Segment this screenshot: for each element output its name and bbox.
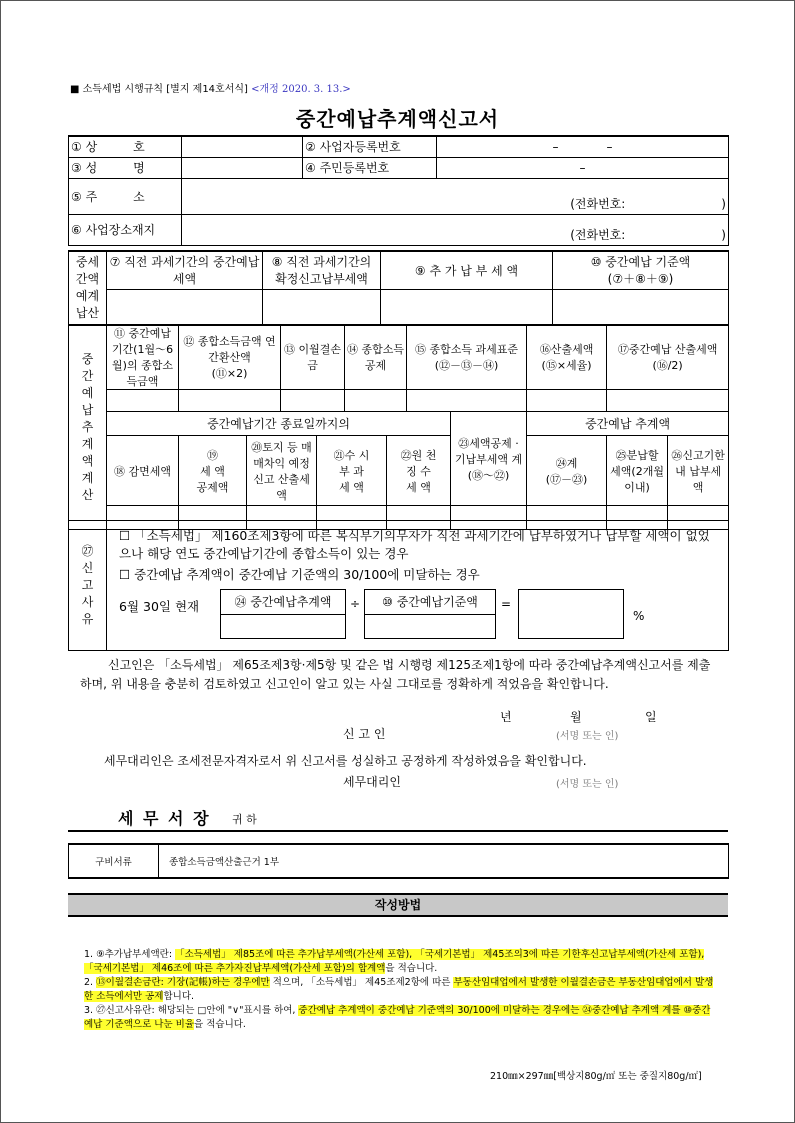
- col-10-field[interactable]: [553, 289, 729, 325]
- ratio-numerator-label: ㉔ 중간예납추계액: [221, 590, 345, 615]
- col-21-label: ㉑수 시 부 과 세 액: [317, 436, 387, 506]
- col-9-field[interactable]: [381, 289, 553, 325]
- guide-item-3: [84, 1004, 714, 1032]
- agent-signature[interactable]: (서명 또는 인): [556, 779, 619, 790]
- rrn-field[interactable]: –: [437, 157, 729, 178]
- col-19-label: ⑲ 세 액 공제액: [179, 436, 247, 506]
- form-header: [70, 80, 351, 95]
- equals-sign: =: [501, 597, 512, 611]
- col-15-label: ⑮ 종합소득 과세표준 (⑫－⑬－⑭): [407, 325, 527, 390]
- reason-cell: [107, 521, 729, 651]
- attachments-value: 종합소득금액산출근거 1부: [159, 844, 729, 878]
- col-13-field[interactable]: [281, 390, 345, 412]
- col-26-label: ㉖신고기한 내 납부세액: [668, 436, 729, 506]
- col-11-field[interactable]: [107, 390, 179, 412]
- ratio-denominator-label: ⑩ 중간예납기준액: [365, 590, 495, 615]
- date-label: 6월 30일 현재: [119, 599, 200, 614]
- guide-1-suffix: 을 적습니다.: [385, 963, 438, 974]
- paper-size-footer: 210㎜×297㎜[백상지80g/㎡ 또는 중질지80g/㎡]: [490, 1071, 702, 1082]
- guide-1-highlight: 「소득세법」 제85조에 따른 추가납부세액(가산세 포함), 「국세기본법」 제45조의3에 따른 기한후신고납부세액(가산세 포함), 「국세기본법」 제46조에 따른 추가자진납부세액(가산세 포함)의 합계액: [84, 949, 705, 974]
- ratio-result-field[interactable]: [518, 589, 624, 639]
- guide-title: 작성방법: [68, 893, 728, 917]
- col-8-field[interactable]: [263, 289, 381, 325]
- attachments-table: [68, 843, 729, 879]
- estimate-group-label: 중간예납 추계액: [527, 412, 729, 436]
- page-title: 중간예납추계액신고서: [295, 107, 500, 131]
- estimate-ratio-box[interactable]: [220, 589, 346, 639]
- address-phone: (전화번호: ): [570, 196, 726, 211]
- col-14-field[interactable]: [345, 390, 407, 412]
- col-24-label: ㉔계 (⑰－㉓): [527, 436, 607, 506]
- biz-location-field[interactable]: [182, 214, 729, 245]
- base-amount-side-label: 중세 간액 예계 납산: [69, 251, 107, 325]
- guide-item-2: [84, 976, 714, 1004]
- filer-label: 신 고 인: [343, 727, 386, 741]
- guide-3-suffix: 을 적습니다.: [194, 1019, 246, 1030]
- col-15-field[interactable]: [407, 390, 527, 412]
- col-7-field[interactable]: [107, 289, 263, 325]
- estimate-calc-table: [68, 324, 729, 530]
- address-label: ⑤ 주 소: [69, 178, 182, 214]
- brn-field[interactable]: – –: [437, 136, 729, 157]
- col-22-label: ㉒원 천 징 수 세 액: [387, 436, 451, 506]
- period-group-label: 중간예납기간 종료일까지의: [107, 412, 451, 436]
- col-11-label: ⑪ 중간예납기간(1월～6월)의 종합소득금액: [107, 325, 179, 390]
- date-month: 월: [570, 710, 582, 724]
- divide-sign: ÷: [350, 597, 361, 611]
- col-25-label: ㉕분납할 세액(2개월 이내): [607, 436, 668, 506]
- percent-sign: %: [633, 609, 645, 623]
- col-9-label: ⑨ 추 가 납 부 세 액: [381, 251, 553, 289]
- col-16-field[interactable]: [527, 390, 607, 412]
- guide-2-suffix: 합니다.: [163, 991, 195, 1002]
- date-year: 년: [500, 710, 512, 724]
- biz-phone: (전화번호: ): [570, 227, 726, 242]
- filer-signature[interactable]: (서명 또는 인): [556, 731, 619, 742]
- address-field[interactable]: [182, 178, 729, 214]
- agent-label: 세무대리인: [343, 775, 401, 789]
- col-12-field[interactable]: [179, 390, 281, 412]
- agent-declaration: 세무대리인은 조세전문자격자로서 위 신고서를 성실하고 공정하게 작성하였음을 확인합니다.: [104, 754, 587, 768]
- col-14-label: ⑭ 종합소득공제: [345, 325, 407, 390]
- col-12-label: ⑫ 종합소득금액 연간환산액 (⑪×2): [179, 325, 281, 390]
- guide-2-middle: 적으며, 「소득세법」 제45조제2항에 따른: [269, 977, 454, 988]
- name-field[interactable]: [182, 136, 303, 157]
- guide-3-prefix: 3. ㉗신고사유란: 해당되는 □안에 "∨"표시를 하여,: [84, 1005, 299, 1016]
- date-day: 일: [645, 710, 657, 724]
- base-ratio-box[interactable]: [364, 589, 496, 639]
- person-name-field[interactable]: [182, 157, 303, 178]
- declaration-text: 신고인은 「소득세법」 제65조제3항·제5항 및 같은 법 시행령 제125조제1항에 따라 중간예납추계액신고서를 제출하며, 위 내용을 충분히 검토하였고 신고인이 알고 있는 사실 그대로를 정확하게 적었음을 확인합니다.: [80, 658, 711, 691]
- guide-1-prefix: 1. ⑨추가납부세액란:: [84, 949, 176, 960]
- estimate-side-label: 중 간 예 납 추 계 액 계 산: [69, 325, 107, 530]
- rule-reference: ■ 소득세법 시행규칙 [별지 제14호서식]: [70, 84, 248, 95]
- col-18-label: ⑱ 감면세액: [107, 436, 179, 506]
- divider: [68, 830, 728, 832]
- attachments-label: 구비서류: [69, 844, 159, 878]
- reason-side-label: ㉗ 신 고 사 유: [69, 521, 107, 651]
- col-17-field[interactable]: [607, 390, 729, 412]
- base-amount-table: [68, 250, 729, 326]
- brn-label: ② 사업자등록번호: [303, 136, 437, 157]
- guide-2-highlight-a: ⑬이월결손금란: 기장(記帳)하는 경우에만: [96, 977, 270, 988]
- person-name-label: ③ 성 명: [69, 157, 182, 178]
- col-13-label: ⑬ 이월결손금: [281, 325, 345, 390]
- guide-item-1: [84, 948, 714, 976]
- col-7-label: ⑦ 직전 과세기간의 중간예납세액: [107, 251, 263, 289]
- guide-2-prefix: 2.: [84, 977, 97, 988]
- reason-2[interactable]: ☐ 중간예납 추계액이 중간예납 기준액의 30/100에 미달하는 경우: [119, 567, 480, 582]
- col-8-label: ⑧ 직전 과세기간의 확정신고납부세액: [263, 251, 381, 289]
- col-17-label: ⑰중간예납 산출세액 (⑯/2): [607, 325, 729, 390]
- taxpayer-table: [68, 135, 729, 246]
- col-10-label: ⑩ 중간예납 기준액 (⑦＋⑧＋⑨): [553, 251, 729, 289]
- guide-3-highlight: 중간예납 추계액이 중간예납 기준액의 30/100에 미달하는 경우에는 ㉔중간예납 추계액 계를 ⑩중간예납 기준액으로 나눈 비율: [84, 1005, 711, 1030]
- tax-office-title: 세 무 서 장: [118, 809, 211, 828]
- reason-table: [68, 520, 729, 651]
- biz-location-label: ⑥ 사업장소재지: [69, 214, 182, 245]
- col-23-label: ㉓세액공제 ·기납부세액 계 (⑱～㉒): [451, 412, 527, 506]
- name-label: ① 상 호: [69, 136, 182, 157]
- reason-1[interactable]: ☐ 「소득세법」 제160조제3항에 따른 복식부기의무자가 직전 과세기간에 납부하였거나 납부할 세액이 없었으나 해당 연도 중간예납기간에 종합소득이 있는 경우: [119, 528, 710, 561]
- rrn-label: ④ 주민등록번호: [303, 157, 437, 178]
- honorific: 귀 하: [232, 813, 257, 826]
- col-20-label: ⑳토지 등 매매차익 예정신고 산출세액: [247, 436, 317, 506]
- guide-2-highlight-b: 부동산임대업에서 발생한 이월결손금은 부동산임대업에서 발생한 소득에서만 공제: [84, 977, 714, 1002]
- revision-date: <개정 2020. 3. 13.>: [251, 84, 351, 95]
- col-16-label: ⑯산출세액 (⑮×세율): [527, 325, 607, 390]
